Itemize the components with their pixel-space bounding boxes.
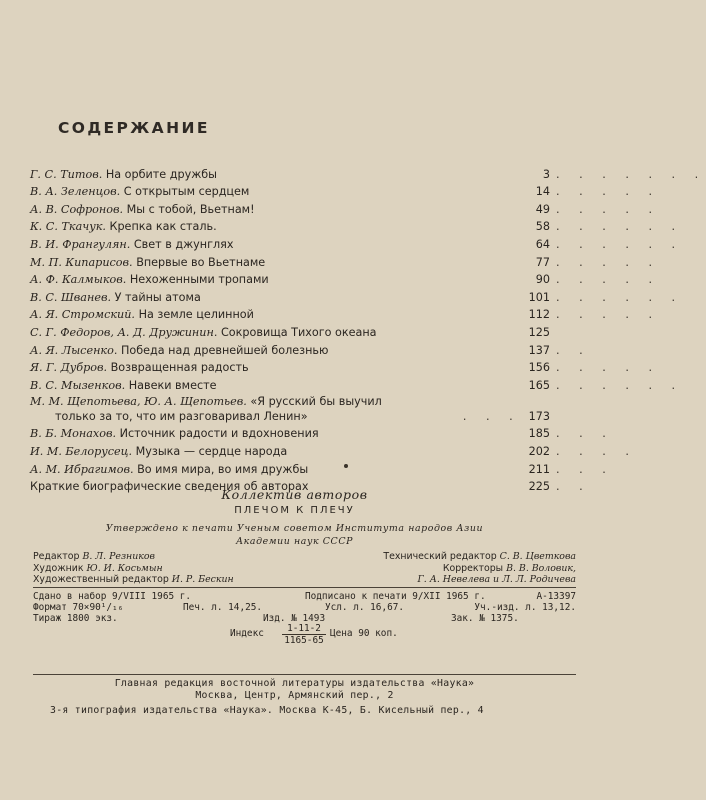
toc-page-number: 112 [528,308,550,322]
toc-entry-text [30,185,550,198]
toc-page-number: 64 [535,237,550,251]
toc-entry [30,272,661,290]
toc-title: На орбите дружбы [105,167,218,181]
toc-title-continued: только за то, что им разговаривал Ленин» [55,409,308,423]
approval-line-2: Академии наук СССР [235,535,353,547]
toc-entry [30,395,550,426]
art-editor-name: И. Р. Бескин [171,574,234,586]
table-of-contents [30,166,706,496]
toc-entry-text [30,238,550,251]
toc-entry-text [30,220,550,233]
toc-entry-text [30,463,550,476]
page-title: СОДЕРЖАНИЕ [58,119,210,137]
correctors-names-2: Г. А. Невелева и Л. Л. Родичева [417,574,576,586]
toc-entry [30,184,661,202]
order-number: Зак. № 1375. [451,613,519,624]
pub-sheets: Уч.-изд. л. 13,12. [474,602,576,613]
toc-entry [30,360,661,378]
toc-leader-dots: . . . . . [556,273,661,287]
artist-label: Художник [33,562,84,574]
toc-page-number: 125 [528,325,550,339]
tech-editor-name: С. В. Цветкова [499,551,576,562]
artist-name: Ю. И. Косьмын [86,562,163,574]
toc-entry-text [30,326,550,339]
credits-right [383,551,576,586]
toc-author: С. Г. Федоров, А. Д. Дружинин. [30,325,218,339]
price: Цена 90 коп. [330,628,398,639]
toc-entry-text [30,308,550,321]
index-fraction [282,623,326,647]
toc-author: В. И. Франгулян. [30,237,131,251]
toc-title: Победа над древнейшей болезнью [120,343,329,357]
toc-entry-text [30,203,550,216]
tech-editor-label: Технический редактор [383,551,497,562]
toc-author: Г. С. Титов. [30,167,103,181]
toc-entry-text [30,273,550,286]
toc-page-number: 156 [528,361,550,375]
toc-page-number: 14 [535,185,550,199]
toc-author: А. М. Ибрагимов. [30,462,134,476]
conv-sheets: Усл. л. 16,67. [325,602,405,613]
collective-authors: Коллектив авторов [221,487,368,502]
toc-title: Крепка как сталь. [109,220,217,234]
toc-title: У тайны атома [114,290,201,304]
toc-entry-text [30,427,550,440]
art-editor-label: Художественный редактор [33,574,169,586]
toc-leader-dots: . . [556,343,591,357]
toc-entry [30,289,684,307]
toc-author: А. Ф. Калмыков. [30,273,127,287]
toc-title: «Я русский бы выучил [250,394,382,408]
toc-page-number: 3 [542,167,550,181]
toc-author: М. П. Кипарисов. [30,255,133,269]
toc-author: В. С. Мызенков. [30,378,126,392]
printer-line: 3-я типография издательства «Наука». Москва К-45, Б. Кисельный пер., 4 [50,705,484,716]
license-number: А-13397 [536,591,576,602]
correctors-names-1: В. В. Воловик, [506,562,576,574]
toc-title: Мы с тобой, Вьетнам! [126,202,255,216]
toc-leader-dots: . . . . . . [556,237,684,251]
toc-title: Навеки вместе [128,378,217,392]
editor-label: Редактор [33,551,80,562]
toc-page-number: 90 [535,273,550,287]
toc-entry [30,461,614,479]
toc-title: Впервые во Вьетнаме [136,255,266,269]
toc-page-number: 165 [528,378,550,392]
toc-page-number: 49 [535,202,550,216]
toc-title: Краткие биографические сведения об авторах [30,480,309,494]
correctors-label: Корректоры [442,562,504,574]
toc-entry [30,426,614,444]
toc-author: К. С. Ткачук. [30,220,106,234]
credits-left [33,551,234,586]
toc-entry [30,201,661,219]
print-sheets: Печ. л. 14,25. [183,602,263,613]
toc-leader-dots: . . . . . [556,185,661,199]
publication-data [33,591,576,624]
toc-leader-dots: . . . [556,427,614,441]
toc-entry [30,377,684,395]
toc-entry [30,236,684,254]
toc-page-number: 211 [528,462,550,476]
toc-page-number: 101 [528,290,550,304]
toc-leader-dots: . . . . . [556,255,661,269]
format: Формат 70×90¹/₁₆ [33,602,124,613]
toc-leader-dots: . . . . . . . [556,167,706,181]
toc-title: На земле целинной [138,308,254,322]
publication-number: Изд. № 1493 [263,613,326,624]
toc-entry-text [30,445,550,458]
toc-page-number: 225 [528,480,550,494]
toc-title: С открытым сердцем [123,185,250,199]
separator-dot [344,464,348,468]
toc-author: В. Б. Монахов. [30,427,117,441]
toc-author: И. М. Белорусец. [30,444,133,458]
toc-page-number: 173 [528,409,550,423]
toc-entry-text [30,344,550,357]
index-label: Индекс [230,628,264,639]
toc-author: Я. Г. Дубров. [30,361,108,375]
print-sign-date: Подписано к печати 9/XII 1965 г. [305,591,486,602]
toc-entry [30,254,661,272]
toc-title: Нехоженными тропами [129,273,269,287]
divider-bottom [33,674,576,675]
toc-entry [30,166,706,184]
typeset-date: Сдано в набор 9/VIII 1965 г. [33,591,192,602]
index-numerator: 1-11-2 [282,623,326,635]
toc-author: А. Я. Лысенко. [30,343,118,357]
toc-leader-dots: . . . [556,462,614,476]
toc-leader-dots: . . . . . [556,308,661,322]
editor-name: В. Л. Резников [82,551,155,562]
toc-author: А. В. Софронов. [30,202,124,216]
approval-note [0,523,589,548]
divider-top [33,587,576,588]
toc-title: Сокровища Тихого океана [220,325,377,339]
toc-entry-text [30,256,550,269]
toc-entry [30,324,550,342]
toc-entry [30,219,684,237]
toc-author: В. А. Зеленцов. [30,185,121,199]
toc-entry [30,307,661,325]
book-title: ПЛЕЧОМ К ПЛЕЧУ [234,505,355,516]
toc-page-number: 202 [528,444,550,458]
toc-title: Свет в джунглях [133,237,234,251]
toc-title: Музыка — сердце народа [135,444,288,458]
toc-leader-dots: . . . [462,409,521,423]
toc-leader-dots: . . [556,480,591,494]
toc-entry-text [30,168,550,181]
approval-line-1: Утверждено к печати Ученым советом Института народов Азии [105,523,484,534]
toc-entry-text [30,361,550,374]
toc-leader-dots: . . . . . . [556,378,684,392]
print-run: Тираж 1800 экз. [33,613,118,624]
toc-entry-text [30,291,550,304]
toc-entry-text [30,379,550,392]
toc-title: Источник радости и вдохновения [119,427,319,441]
index-denominator: 1165-65 [284,635,324,646]
toc-leader-dots: . . . . . . [556,290,684,304]
toc-leader-dots: . . . . [556,444,637,458]
toc-leader-dots: . . . . . . [556,220,684,234]
toc-page-number: 77 [535,255,550,269]
toc-author: М. М. Щепотьева, Ю. А. Щепотьев. [30,394,247,408]
toc-leader-dots: . . . . . [556,361,661,375]
toc-page-number: 185 [528,427,550,441]
toc-entry [30,342,591,360]
toc-entry-line-2 [55,410,308,423]
toc-entry [30,443,637,461]
publisher-line: Главная редакция восточной литературы издательства «Наука» [114,678,475,689]
toc-author: В. С. Шванев. [30,290,112,304]
toc-title: Во имя мира, во имя дружбы [137,462,309,476]
toc-page-number: 58 [535,220,550,234]
toc-page-number: 137 [528,343,550,357]
toc-author: А. Я. Стромский. [30,308,135,322]
toc-leader-dots: . . . . . [556,202,661,216]
toc-entry-line-1 [30,395,382,408]
toc-title: Возвращенная радость [110,361,249,375]
publisher-address: Москва, Центр, Армянский пер., 2 [195,690,394,701]
